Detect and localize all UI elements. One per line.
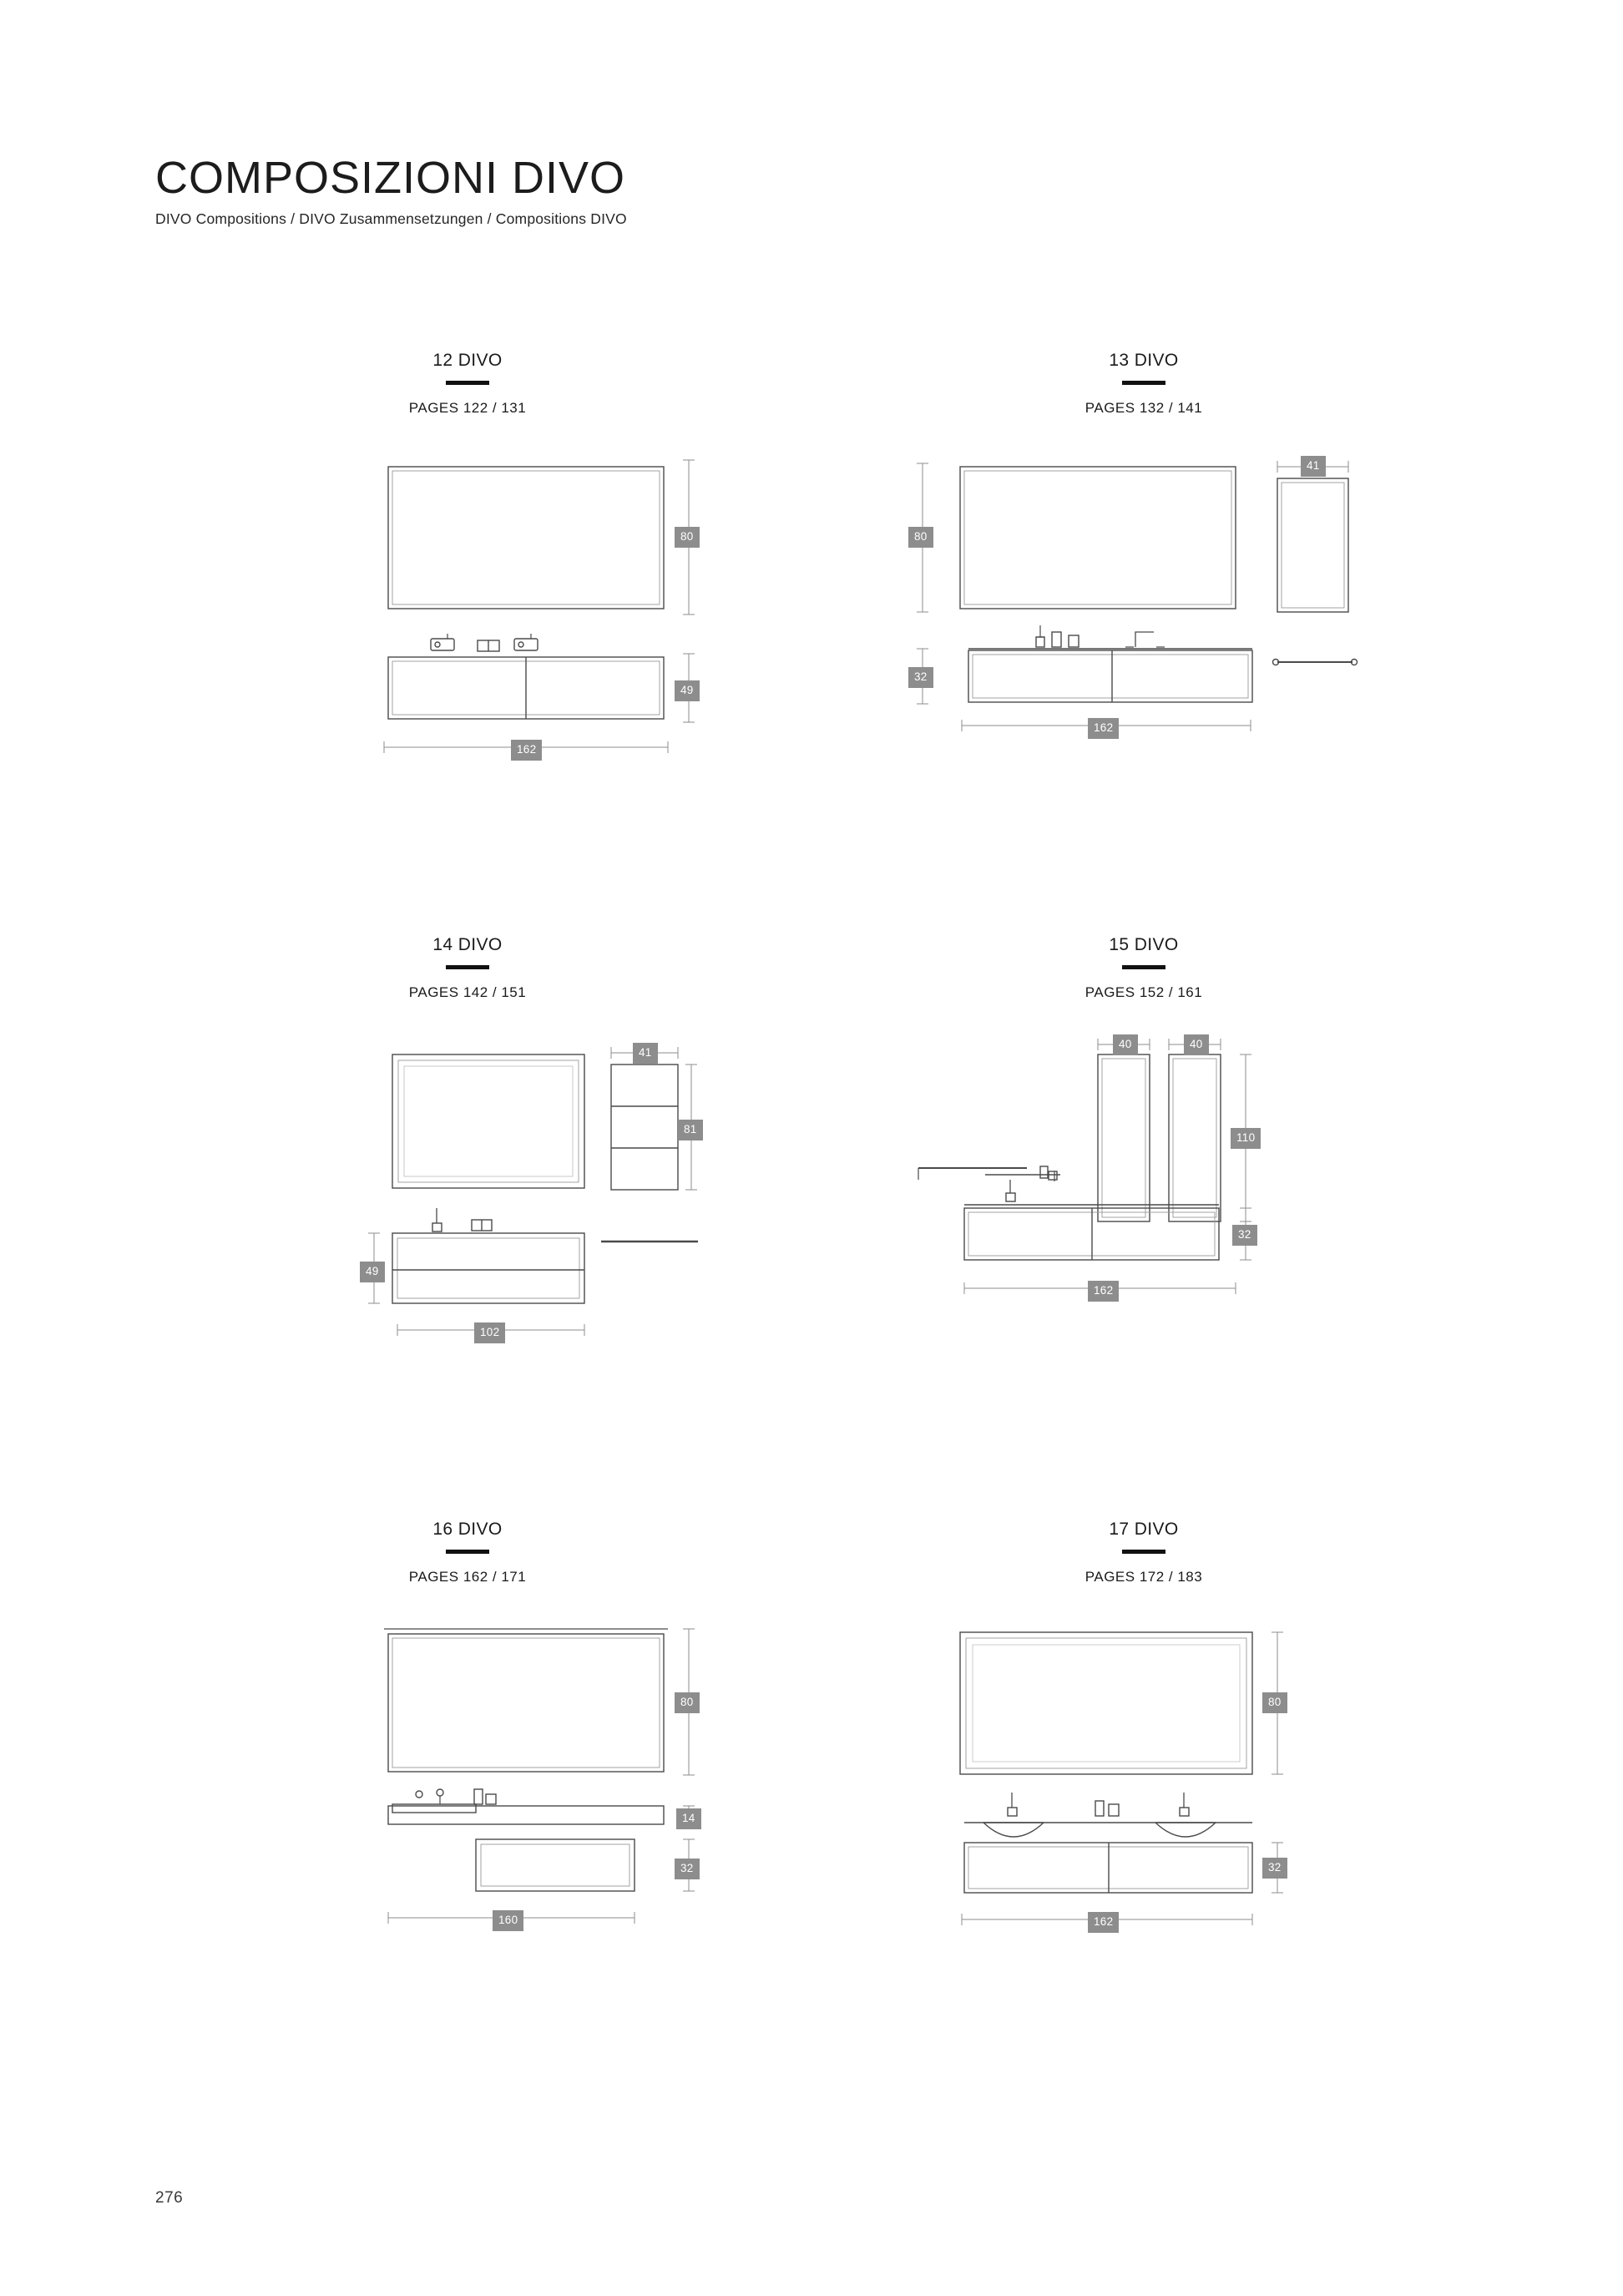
dimension-chip: 80 <box>675 527 700 548</box>
dimension-chip: 81 <box>678 1120 703 1140</box>
dimension-chip: 80 <box>908 527 933 548</box>
dimension-chip: 80 <box>675 1692 700 1713</box>
page-title: COMPOSIZIONI DIVO <box>155 153 626 203</box>
dimension-chip: 162 <box>1088 1281 1119 1302</box>
dimension-chip: 32 <box>1232 1225 1257 1246</box>
dimension-chip: 32 <box>675 1859 700 1879</box>
composition-diagram <box>885 1604 1403 1996</box>
composition-card-16-divo <box>234 1520 701 1996</box>
composition-header <box>885 351 1403 417</box>
composition-title: 14 DIVO <box>432 935 503 954</box>
composition-header <box>234 1520 701 1585</box>
dimension-chip: 160 <box>493 1910 523 1931</box>
title-rule <box>446 965 489 969</box>
technical-drawing <box>885 1604 1403 1955</box>
technical-drawing <box>885 435 1403 786</box>
composition-title: 17 DIVO <box>1109 1520 1179 1539</box>
composition-card-17-divo <box>885 1520 1403 1996</box>
dimension-chip: 32 <box>908 667 933 688</box>
title-rule <box>1122 965 1165 969</box>
page-number: 276 <box>155 2189 184 2207</box>
composition-pages: PAGES 132 / 141 <box>1085 400 1203 416</box>
page-header <box>155 154 1157 228</box>
composition-title: 15 DIVO <box>1109 935 1179 954</box>
title-rule <box>446 381 489 385</box>
composition-pages: PAGES 172 / 183 <box>1085 1569 1203 1585</box>
composition-title: 16 DIVO <box>432 1520 503 1539</box>
technical-drawing <box>234 1604 701 1955</box>
composition-pages: PAGES 152 / 161 <box>1085 984 1203 1000</box>
title-rule <box>1122 1550 1165 1554</box>
dimension-chip: 32 <box>1262 1858 1287 1879</box>
dimension-chip: 80 <box>1262 1692 1287 1713</box>
composition-header <box>885 1520 1403 1585</box>
dimension-chip: 49 <box>675 680 700 701</box>
technical-drawing <box>885 1019 1403 1370</box>
title-rule <box>446 1550 489 1554</box>
composition-diagram <box>885 1019 1403 1412</box>
composition-pages: PAGES 142 / 151 <box>408 984 527 1000</box>
composition-card-14-divo <box>234 935 701 1412</box>
composition-diagram <box>234 435 701 827</box>
dimension-chip: 40 <box>1184 1034 1209 1055</box>
composition-diagram <box>234 1604 701 1996</box>
dimension-chip: 41 <box>633 1043 658 1064</box>
dimension-chip: 49 <box>360 1262 385 1282</box>
composition-header <box>885 935 1403 1001</box>
composition-title: 13 DIVO <box>1109 351 1179 370</box>
composition-card-15-divo <box>885 935 1403 1412</box>
dimension-chip: 14 <box>676 1808 701 1829</box>
title-rule <box>1122 381 1165 385</box>
composition-card-12-divo <box>234 351 701 827</box>
dimension-chip: 162 <box>1088 718 1119 739</box>
technical-drawing <box>234 435 701 786</box>
page-subtitle: DIVO Compositions / DIVO Zusammensetzungen / Compositions DIVO <box>155 210 627 227</box>
composition-diagram <box>885 435 1403 827</box>
dimension-chip: 110 <box>1231 1128 1261 1149</box>
composition-pages: PAGES 122 / 131 <box>408 400 527 416</box>
composition-title: 12 DIVO <box>432 351 503 370</box>
composition-pages: PAGES 162 / 171 <box>408 1569 527 1585</box>
composition-header <box>234 935 701 1001</box>
dimension-chip: 102 <box>474 1322 505 1343</box>
composition-card-13-divo <box>885 351 1403 827</box>
dimension-chip: 162 <box>511 740 542 761</box>
technical-drawing <box>234 1019 701 1370</box>
dimension-chip: 162 <box>1088 1912 1119 1933</box>
composition-header <box>234 351 701 417</box>
dimension-chip: 41 <box>1301 456 1326 477</box>
composition-diagram <box>234 1019 701 1412</box>
dimension-chip: 40 <box>1113 1034 1138 1055</box>
